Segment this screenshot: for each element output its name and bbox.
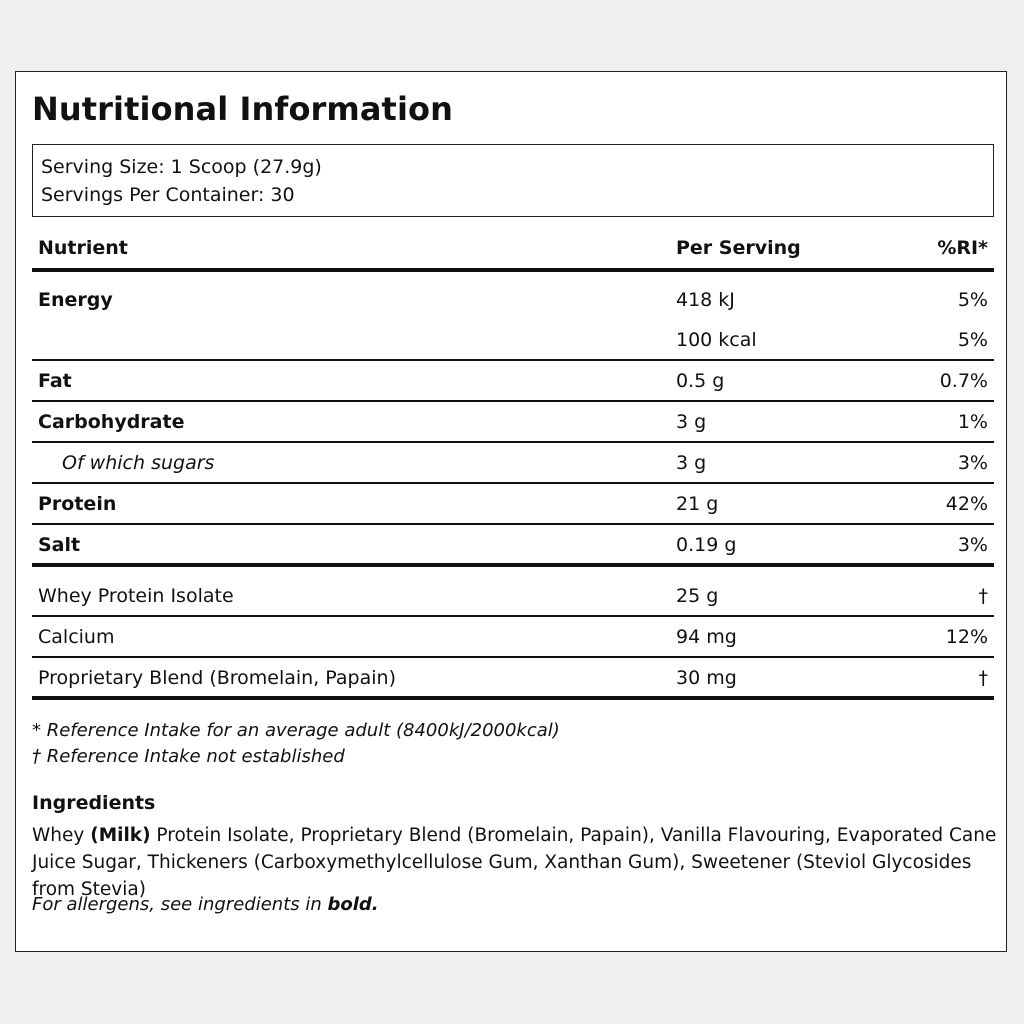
nutrient-ri: 3% [957, 534, 988, 556]
allergen-note [32, 894, 379, 915]
nutrient-name: Proprietary Blend (Bromelain, Papain) [38, 667, 396, 689]
header-per-serving: Per Serving [676, 237, 801, 259]
nutrient-ri: 0.7% [939, 370, 988, 392]
nutrient-name: Protein [38, 493, 117, 515]
nutrient-value: 100 kcal [676, 329, 757, 351]
nutrient-value: 0.5 g [676, 370, 725, 392]
nutrient-ri: 5% [957, 329, 988, 351]
row-divider [32, 656, 994, 658]
row-divider [32, 359, 994, 361]
servings-per-container: Servings Per Container: 30 [41, 184, 295, 206]
nutrient-value: 418 kJ [676, 289, 735, 311]
nutrient-name: Fat [38, 370, 72, 392]
nutrient-name: Energy [38, 289, 113, 311]
header-divider [32, 268, 994, 272]
nutrient-value: 21 g [676, 493, 719, 515]
allergen-milk: (Milk) [90, 825, 151, 846]
nutrient-ri: 3% [957, 452, 988, 474]
nutrient-ri: 42% [945, 493, 988, 515]
header-ri: %RI* [937, 237, 988, 259]
table-bottom-divider [32, 696, 994, 700]
nutrient-name: Carbohydrate [38, 411, 185, 433]
nutrient-value: 3 g [676, 411, 707, 433]
nutrient-value: 3 g [676, 452, 707, 474]
label-title: Nutritional Information [32, 90, 453, 128]
nutrient-name: Salt [38, 534, 81, 556]
nutrient-name: Of which sugars [62, 452, 215, 474]
nutrient-ri: † [978, 585, 988, 607]
ingredients-body: Protein Isolate, Proprietary Blend (Bromelain, Papain), Vanilla Flavouring, Evaporated Cane Juice Sugar, Thickeners (Carboxymethylcellulose Gum, Xanthan Gum), Sweetener (Steviol Glycosides from Stevia) [32, 825, 997, 900]
ingredients-title: Ingredients [32, 792, 156, 814]
row-divider [32, 441, 994, 443]
nutrient-name: Whey Protein Isolate [38, 585, 234, 607]
nutrition-label [15, 71, 1007, 952]
header-nutrient: Nutrient [38, 237, 128, 259]
ingredients-prefix: Whey [32, 825, 91, 846]
row-divider [32, 523, 994, 525]
nutrient-ri: † [978, 667, 988, 689]
nutrient-value: 0.19 g [676, 534, 737, 556]
row-divider [32, 615, 994, 617]
allergen-note-text: For allergens, see ingredients in [32, 894, 328, 915]
section-divider [32, 563, 994, 567]
nutrient-name: Calcium [38, 626, 115, 648]
row-divider [32, 482, 994, 484]
ingredients-text [32, 822, 997, 903]
nutrient-value: 94 mg [676, 626, 737, 648]
nutrient-ri: 12% [945, 626, 988, 648]
row-divider [32, 400, 994, 402]
nutrient-ri: 5% [957, 289, 988, 311]
nutrient-value: 30 mg [676, 667, 737, 689]
allergen-note-bold: bold. [327, 894, 379, 915]
serving-size: Serving Size: 1 Scoop (27.9g) [41, 156, 322, 178]
dagger-footnote: † Reference Intake not established [32, 746, 345, 767]
nutrient-value: 25 g [676, 585, 719, 607]
serving-info-box [32, 144, 994, 217]
nutrient-ri: 1% [957, 411, 988, 433]
ri-footnote: * Reference Intake for an average adult (8400kJ/2000kcal) [32, 720, 560, 741]
